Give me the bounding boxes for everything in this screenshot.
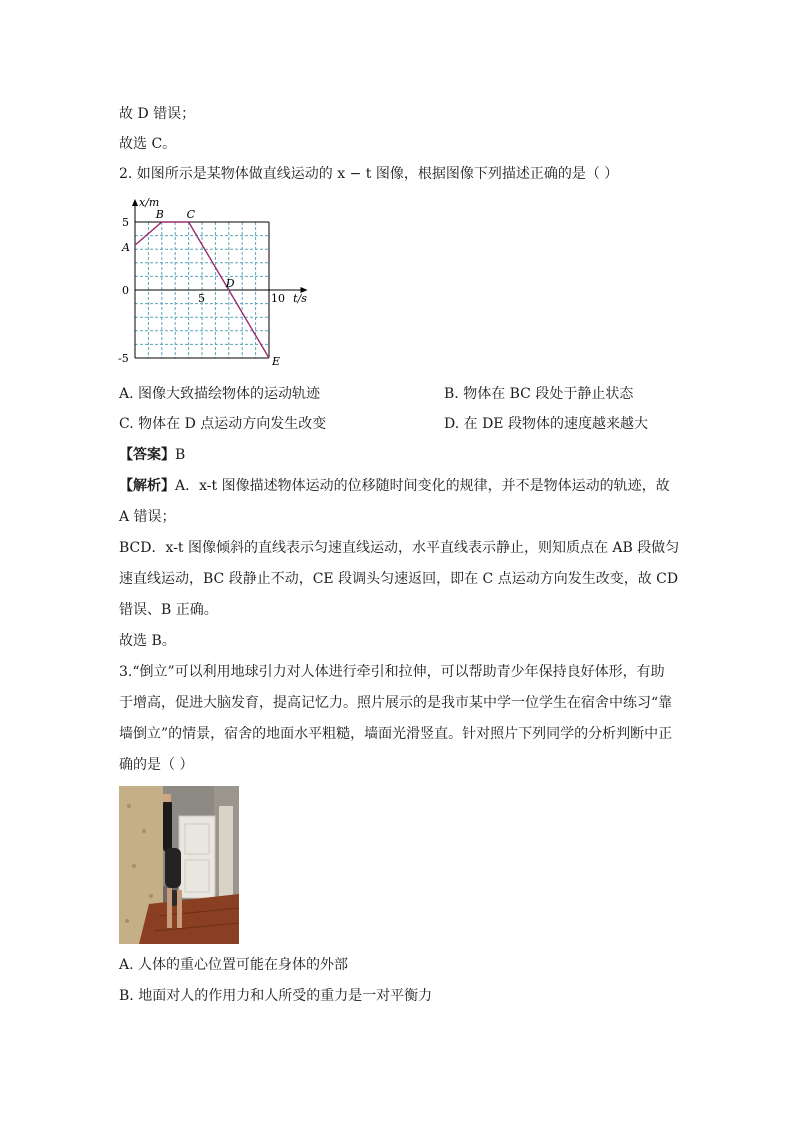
analysis-line-5: 错误、B 正确。 xyxy=(119,602,218,618)
q2-option-c: C. 物体在 D 点运动方向发生改变 xyxy=(119,416,327,432)
point-label-a: A xyxy=(122,241,130,255)
q3-line-4: 确的是（ ） xyxy=(119,757,194,773)
y-tick-label: 5 xyxy=(122,216,129,229)
analysis-text-1: A．x-t 图像描述物体运动的位移随时间变化的规律，并不是物体运动的轨迹，故 xyxy=(175,478,670,494)
q2-conclusion: 故选 B。 xyxy=(119,633,176,649)
point-label-c: C xyxy=(186,208,196,221)
q3-line-3: 墙倒立”的情景，宿舍的地面水平粗糙，墙面光滑竖直。针对照片下列同学的分析判断中正 xyxy=(119,726,673,742)
analysis-line-1 xyxy=(119,476,670,496)
analysis-line-4: 速直线运动，BC 段静止不动，CE 段调头匀速返回，即在 C 点运动方向发生改变，故 CD xyxy=(119,571,679,587)
q3-line-1: 3.“倒立”可以利用地球引力对人体进行牵引和拉伸，可以帮助青少年保持良好体形，有助 xyxy=(119,664,665,680)
analysis-line-3: BCD．x-t 图像倾斜的直线表示匀速直线运动，水平直线表示静止，则知质点在 AB 段做匀 xyxy=(119,540,680,556)
prev-line-2: 故选 C。 xyxy=(119,136,177,152)
y-axis-arrow xyxy=(132,199,138,206)
point-label-e: E xyxy=(272,355,281,368)
prev-line-1: 故 D 错误； xyxy=(119,106,196,122)
q2-option-a: A. 图像大致描绘物体的运动轨迹 xyxy=(119,386,321,402)
q3-option-b: B. 地面对人的作用力和人所受的重力是一对平衡力 xyxy=(119,988,433,1004)
q2-option-d: D. 在 DE 段物体的速度越来越大 xyxy=(444,416,648,432)
handstand-photo xyxy=(119,786,239,944)
x-axis-label: t/s xyxy=(293,292,307,305)
x-tick-label: 10 xyxy=(271,292,285,305)
q2-option-b: B. 物体在 BC 段处于静止状态 xyxy=(444,386,634,402)
y-axis-label: x/m xyxy=(139,196,160,209)
point-label-b: B xyxy=(155,208,164,221)
point-label-d: D xyxy=(225,277,235,290)
answer-value: B xyxy=(175,447,186,463)
xt-graph xyxy=(116,196,316,368)
x-tick-label: 5 xyxy=(198,292,205,305)
answer-tag: 【答案】 xyxy=(119,447,175,463)
q3-option-a: A. 人体的重心位置可能在身体的外部 xyxy=(119,957,349,973)
q2-stem: 2. 如图所示是某物体做直线运动的 x − t 图像，根据图像下列描述正确的是（ ） xyxy=(119,166,619,182)
analysis-tag: 【解析】 xyxy=(119,478,175,494)
y-tick-label: -5 xyxy=(118,352,129,365)
answer-line xyxy=(119,445,185,465)
q3-line-2: 于增高，促进大脑发育，提高记忆力。照片展示的是我市某中学一位学生在宿舍中练习“靠 xyxy=(119,695,673,711)
y-tick-label: 0 xyxy=(122,284,129,297)
analysis-line-2: A 错误； xyxy=(119,509,176,525)
